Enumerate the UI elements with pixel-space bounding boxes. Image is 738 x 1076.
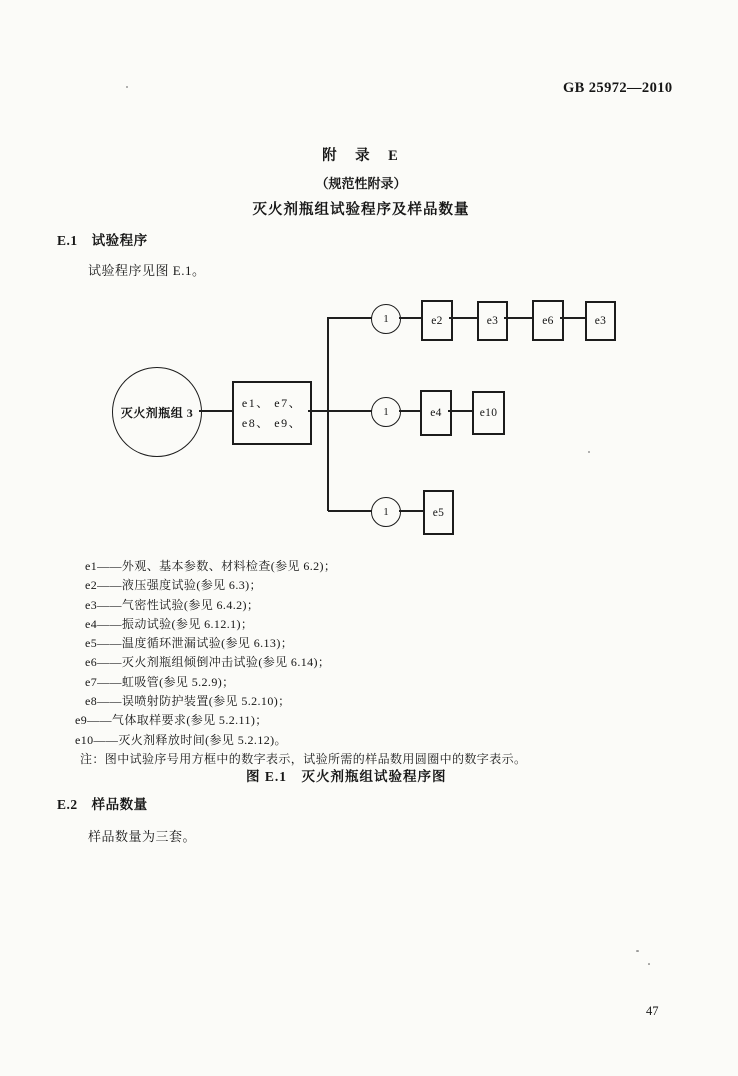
connector-line bbox=[449, 317, 477, 319]
appendix-title-line3: 灭火剂瓶组试验程序及样品数量 bbox=[252, 202, 470, 218]
connector-line bbox=[199, 410, 232, 412]
scan-artifact bbox=[588, 451, 590, 453]
flow-box-e3b bbox=[585, 301, 616, 341]
figure-legend bbox=[75, 557, 635, 769]
figure-caption: 图 E.1 灭火剂瓶组试验程序图 bbox=[246, 769, 447, 784]
scan-artifact bbox=[648, 963, 650, 965]
scan-artifact bbox=[126, 86, 128, 88]
section-e2-body: 样品数量为三套。 bbox=[88, 829, 197, 844]
flow-box-label: e5 bbox=[432, 506, 445, 519]
group-box-line2: e8、 e9、 bbox=[241, 416, 303, 430]
connector-line bbox=[328, 317, 372, 319]
sample-count-label: 1 bbox=[383, 406, 389, 418]
connector-line bbox=[399, 317, 421, 319]
connector-line bbox=[399, 410, 420, 412]
start-node-circle bbox=[112, 367, 202, 457]
flow-box-label: e4 bbox=[430, 407, 442, 419]
connector-line bbox=[560, 317, 585, 319]
appendix-title-line1: 附 录 E bbox=[322, 148, 400, 164]
group-box-line1: e1、 e7、 bbox=[241, 396, 303, 410]
legend-item: e2——液压强度试验(参见 6.3)； bbox=[85, 578, 262, 593]
legend-item: e7——虹吸管(参见 5.2.9)； bbox=[85, 674, 235, 689]
trunk-line bbox=[327, 317, 329, 511]
flow-box-label: e2 bbox=[431, 314, 443, 327]
group-test-box bbox=[232, 381, 312, 445]
legend-item: e5——温度循环泄漏试验(参见 6.13)； bbox=[85, 636, 294, 651]
connector-line bbox=[448, 410, 472, 412]
legend-item: e8——误喷射防护装置(参见 5.2.10)； bbox=[85, 694, 291, 709]
legend-item: e9——气体取样要求(参见 5.2.11)； bbox=[75, 713, 268, 728]
connector-line bbox=[504, 317, 532, 319]
connector-line bbox=[328, 510, 372, 512]
sample-count-circle bbox=[371, 397, 401, 427]
legend-item: e4——振动试验(参见 6.12.1)； bbox=[85, 616, 254, 631]
legend-item: e10——灭火剂释放时间(参见 5.2.12)。 bbox=[75, 732, 287, 747]
sample-count-circle bbox=[371, 497, 401, 527]
flow-box-label: e10 bbox=[479, 407, 498, 419]
sample-count-circle bbox=[371, 304, 401, 334]
flow-box-label: e6 bbox=[542, 314, 554, 327]
flow-box-label: e3 bbox=[594, 315, 607, 327]
start-node-label: 灭火剂瓶组 3 bbox=[120, 405, 194, 420]
flow-box-e6 bbox=[532, 300, 564, 341]
legend-item: e1——外观、基本参数、材料检查(参见 6.2)； bbox=[85, 559, 337, 573]
figure-note: 注：图中试验序号用方框中的数字表示，试验所需的样品数用圆圈中的数字表示。 bbox=[80, 751, 527, 766]
standard-code: GB 25972—2010 bbox=[563, 80, 673, 96]
appendix-title bbox=[0, 144, 722, 219]
sample-count-label: 1 bbox=[383, 313, 389, 325]
legend-item: e3——气密性试验(参见 6.4.2)； bbox=[85, 597, 260, 612]
appendix-title-line2: （规范性附录） bbox=[315, 176, 407, 191]
flow-box-e10 bbox=[472, 391, 505, 435]
flow-box-e4 bbox=[420, 390, 452, 436]
flow-box-e5 bbox=[423, 490, 454, 535]
connector-line bbox=[308, 410, 372, 412]
sample-count-label: 1 bbox=[383, 506, 389, 518]
page-number: 47 bbox=[646, 1004, 659, 1018]
flow-box-label: e3 bbox=[486, 315, 499, 327]
section-e2-heading: E.2 样品数量 bbox=[57, 797, 148, 812]
flow-box-e2 bbox=[421, 300, 453, 341]
flow-box-e3 bbox=[477, 301, 508, 341]
scan-artifact bbox=[636, 950, 639, 952]
section-e1-heading: E.1 试验程序 bbox=[57, 233, 148, 248]
legend-item: e6——灭火剂瓶组倾倒冲击试验(参见 6.14)； bbox=[85, 655, 331, 670]
section-e1-body: 试验程序见图 E.1。 bbox=[88, 263, 206, 278]
connector-line bbox=[399, 510, 423, 512]
